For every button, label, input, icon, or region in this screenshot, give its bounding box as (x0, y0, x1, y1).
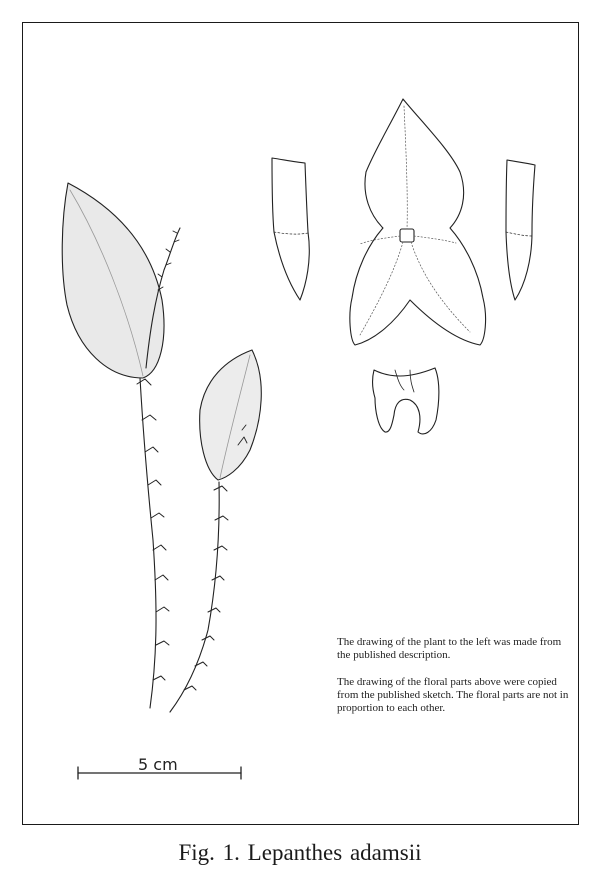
right-leaf (200, 350, 262, 480)
floral-parts-note: The drawing of the floral parts above were copied from the published sketch. The floral parts are not in proportion to each other. (337, 676, 569, 714)
column (400, 229, 414, 242)
lip (373, 368, 439, 434)
scale-bar-label: 5 cm (138, 755, 178, 774)
left-stem (140, 378, 156, 708)
floral-parts (272, 99, 535, 434)
figure-caption: Fig. 1. Lepanthes adamsii (178, 840, 422, 865)
plant-drawing-note: The drawing of the plant to the left was made from the published description. (337, 636, 562, 661)
right-stem (170, 482, 219, 712)
left-plant (62, 183, 180, 708)
right-petal (506, 160, 535, 300)
sepals (350, 99, 486, 345)
left-petal (272, 158, 309, 300)
right-plant (170, 350, 261, 712)
